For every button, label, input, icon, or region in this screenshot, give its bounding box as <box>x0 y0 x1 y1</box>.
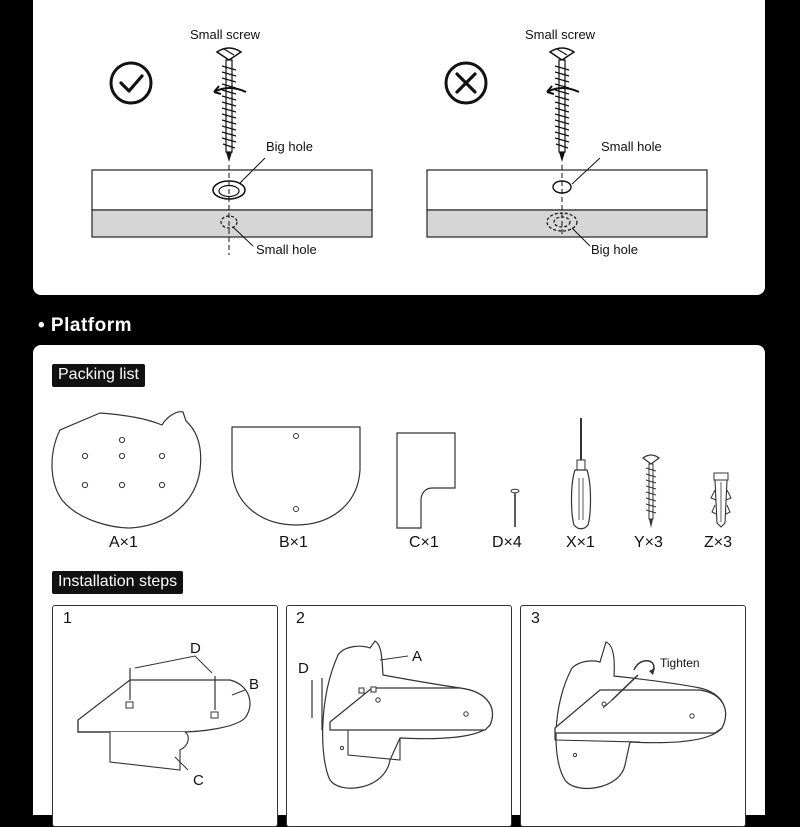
part-y-screw-icon <box>643 455 659 528</box>
step-2-number: 2 <box>296 610 305 627</box>
step-3-illustration <box>555 642 726 788</box>
step-2-callout-d: D <box>298 660 309 677</box>
step-2-illustration <box>312 641 492 788</box>
cross-circle-icon <box>446 63 486 103</box>
small-screw-label: Small screw <box>190 27 261 42</box>
step-3-number: 3 <box>531 610 540 627</box>
part-b-shelf-board <box>232 427 360 525</box>
part-b-label: B×1 <box>279 534 308 551</box>
step-1-number: 1 <box>63 610 72 627</box>
section-title: • Platform <box>38 315 132 336</box>
small-screw-icon <box>214 48 246 162</box>
packing-list-drawings <box>0 400 800 600</box>
part-x-label: X×1 <box>566 534 595 551</box>
step-1-callout-d: D <box>190 640 201 657</box>
packing-list-heading: Packing list <box>52 364 145 387</box>
part-c-bracket <box>397 433 455 528</box>
part-a-label: A×1 <box>109 534 138 551</box>
step-3-callout-tighten: Tighten <box>660 656 700 670</box>
small-hole-label: Small hole <box>601 139 662 154</box>
board-wrong <box>427 158 707 246</box>
part-y-label: Y×3 <box>634 534 663 551</box>
part-d-nail <box>511 489 519 527</box>
big-hole-label: Big hole <box>591 242 638 257</box>
part-z-wall-anchor-icon <box>711 473 731 527</box>
part-c-label: C×1 <box>409 534 439 551</box>
step-1-illustration <box>78 656 250 770</box>
big-hole-label: Big hole <box>266 139 313 154</box>
check-circle-icon <box>111 63 151 103</box>
part-a-cat-board <box>52 412 201 528</box>
part-d-label: D×4 <box>492 534 522 551</box>
small-hole-label: Small hole <box>256 242 317 257</box>
board-correct <box>92 158 372 255</box>
step-1-callout-b: B <box>249 676 260 693</box>
part-x-screwdriver-icon <box>572 418 591 529</box>
step-1-callout-c: C <box>193 772 204 789</box>
small-screw-icon <box>547 48 579 162</box>
step-2-callout-a: A <box>412 648 423 665</box>
screw-hole-comparison-panel <box>33 0 765 295</box>
part-z-label: Z×3 <box>704 534 733 551</box>
installation-steps-heading: Installation steps <box>52 571 183 594</box>
small-screw-label: Small screw <box>525 27 596 42</box>
